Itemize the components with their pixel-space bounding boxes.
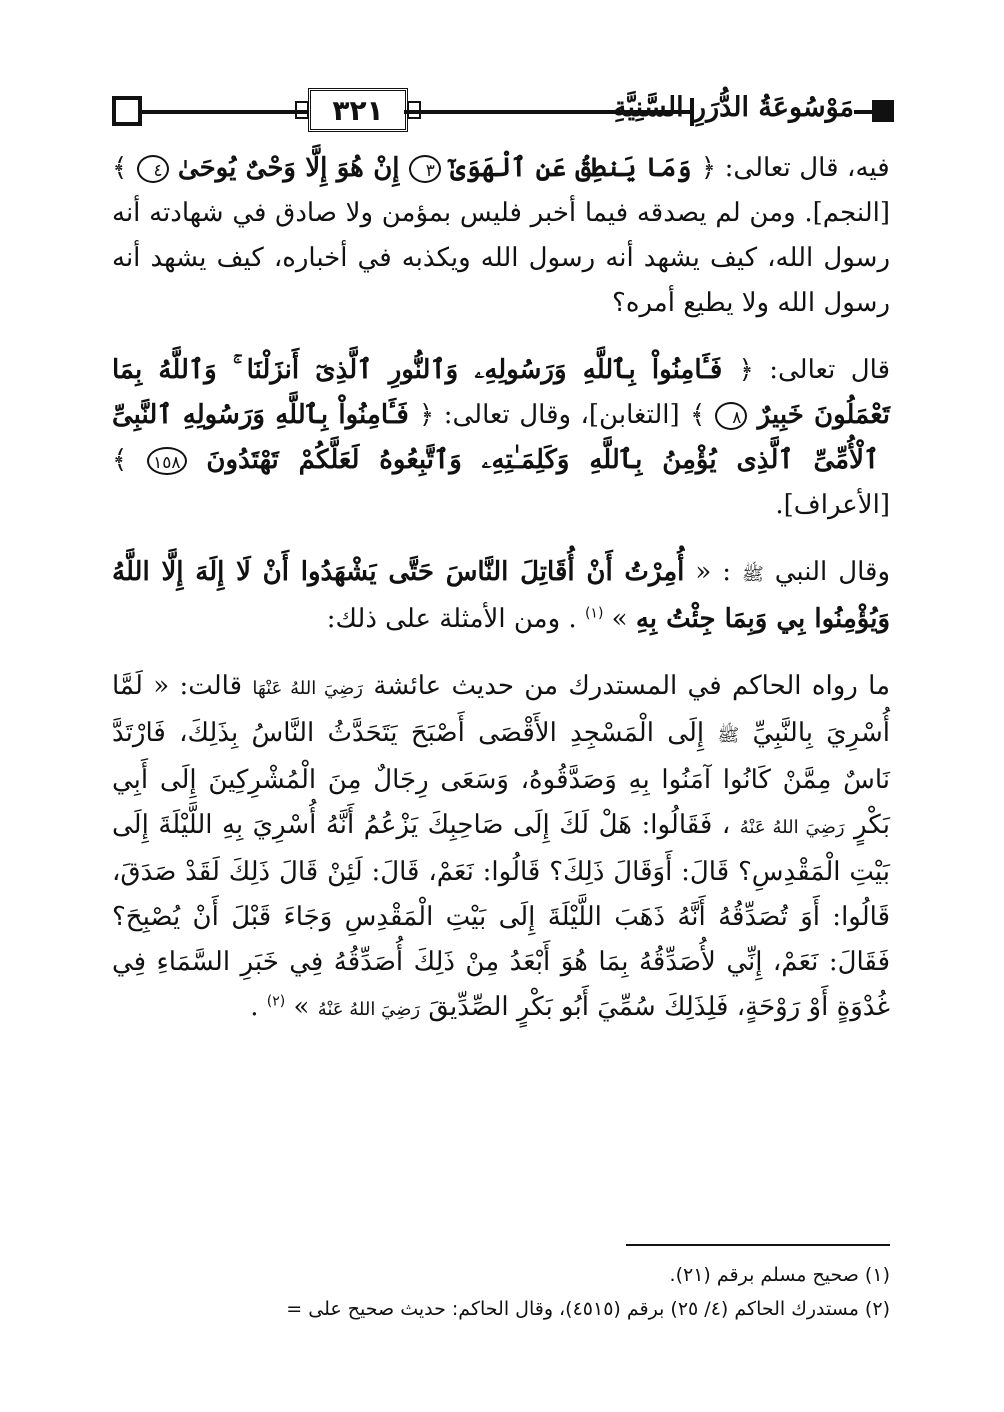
ayah-number-marker: ٨	[715, 402, 747, 430]
header-filled-square-ornament	[872, 100, 894, 122]
verse-text: فَـَٔامِنُواْ بِٱللَّهِ وَرَسُولِهِ ٱلنَّبِىِّ ٱلْأُمِّىِّ ٱلَّذِى يُؤْمِنُ بِٱللَّهِ وَكَلِمَـٰتِهِۦ وَٱتَّبِعُوهُ لَعَلَّكُمْ تَهْتَدُونَ	[112, 400, 880, 475]
p2-intro: قال تعالى:	[753, 355, 890, 385]
quran-close-bracket: ﴾	[112, 153, 128, 183]
verse-text: إِنْ هُوَ إِلَّا وَحْىٌ يُوحَىٰ	[177, 153, 400, 183]
p2-end: [الأعراف].	[775, 490, 890, 520]
verse-text: فَـَٔامِنُواْ بِٱللَّهِ وَرَسُولِهِۦ وَٱلنُّورِ ٱلَّذِىٓ أَنزَلْنَا ۚ وَٱللَّهُ بِمَا تَعْمَلُونَ خَبِيرٌ	[112, 355, 890, 430]
header-rule-left	[142, 110, 312, 114]
p3-close-quote: »	[611, 604, 628, 634]
hadith-isra-part-b: إِلَى الْمَسْجِدِ الأَقْصَى أَصْبَحَ يَتَحَدَّثُ النَّاسُ بِذَلِكَ، فَارْتَدَّ نَاسٌ مِمَّنْ كَانُوا آمَنُوا بِهِ وَصَدَّقُوهُ، وَسَعَى رِجَالٌ مِنَ الْمُشْرِكِينَ إِلَى أَبِي بَكْرٍ	[112, 718, 890, 840]
p3-colon: : «	[695, 557, 732, 587]
book-title: مَوْسُوعَةُ الدُّرَرِ السَّنِيَّةِ	[613, 92, 854, 123]
honorific-abubakr: رَضِيَ اللهُ عَنْهُ	[317, 999, 421, 1020]
p3-intro: وقال النبي	[763, 557, 891, 587]
honorific-prophet: ﷺ	[717, 725, 740, 746]
ayah-number-marker: ٤	[137, 155, 169, 183]
running-header	[112, 86, 890, 138]
honorific-abubakr: رَضِيَ اللهُ عَنْهُ	[739, 817, 845, 838]
ayah-number-marker: ١٥٨	[147, 447, 186, 475]
honorific-aisha: رَضِيَ اللهُ عَنْهَا	[252, 678, 363, 699]
p1-intro: فيه، قال تعالى:	[716, 153, 890, 183]
footnote-ref-1[interactable]: (١)	[584, 605, 604, 622]
p4-intro: ما رواه الحاكم في المستدرك من حديث عائشة	[363, 671, 891, 701]
footnote-separator	[626, 1244, 890, 1246]
quran-open-bracket: ﴿	[700, 153, 717, 183]
quran-open-bracket: ﴿	[738, 355, 754, 385]
hadith-isra-part-a: لَمَّا أُسْرِيَ بِالنَّبِيِّ	[112, 671, 891, 748]
footnote-1: (١) صحيح مسلم برقم (٢١).	[669, 1264, 890, 1286]
p4-said: قالت: «	[153, 671, 243, 701]
footnote-2: (٢) مستدرك الحاكم (٤/ ٢٥) برقم (٤٥١٥)، وقال الحاكم: حديث صحيح على =	[286, 1298, 890, 1320]
hadith-text: أُمِرْتُ أَنْ أُقَاتِلَ النَّاسَ حَتَّى يَشْهَدُوا أَنْ لَا إِلَهَ إِلَّا اللَّهُ وَيُؤْمِنُوا بِي وَبِمَا جِئْتُ بِهِ	[112, 557, 890, 634]
paragraph-2	[112, 348, 890, 528]
verse-text: وَمَا يَنطِقُ عَنِ ٱلْهَوَىٰٓ	[450, 153, 692, 183]
footnote-ref-2[interactable]: (٢)	[266, 993, 286, 1010]
frame-knot-left-ornament	[295, 101, 309, 119]
quran-quote-najm	[112, 153, 716, 183]
p4-close-quote: »	[293, 992, 310, 1022]
page-number: ٣٢١	[332, 93, 384, 127]
p1-rest: [النجم]. ومن لم يصدقه فيما أخبر فليس بمؤمن ولا صادق في شهادته أنه رسول الله، كيف يشهد أنه رسول الله ويكذبه في أخباره، كيف يشهد أنه رسول الله ولا يطيع أمره؟	[112, 198, 890, 318]
page-number-frame	[308, 88, 408, 132]
p2-mid: [التغابن]، وقال تعالى:	[434, 400, 680, 430]
p4-end: .	[250, 992, 259, 1022]
header-open-square-ornament	[112, 96, 142, 126]
quran-close-bracket: ﴾	[689, 400, 706, 430]
paragraph-1	[112, 146, 890, 326]
footnotes	[96, 1258, 890, 1326]
page-body	[112, 146, 890, 1032]
paragraph-3	[112, 550, 890, 642]
ayah-number-marker: ٣	[409, 155, 441, 183]
quran-open-bracket: ﴿	[419, 400, 435, 430]
paragraph-4	[112, 664, 890, 1032]
quran-close-bracket: ﴾	[112, 445, 128, 475]
p3-rest: . ومن الأمثلة على ذلك:	[326, 604, 577, 634]
honorific-prophet: ﷺ	[742, 564, 764, 585]
hadith-isra-part-c: ، فَقَالُوا: هَلْ لَكَ إِلَى صَاحِبِكَ يَزْعُمُ أَنَّهُ أُسْرِيَ بِهِ اللَّيْلَةَ إِلَى بَيْتِ الْمَقْدِسِ؟ قَالَ: أَوَقَالَ ذَلِكَ؟ قَالُوا: نَعَمْ، قَالَ: لَئِنْ قَالَ ذَلِكَ لَقَدْ صَدَقَ، قَالُوا: أَوَ تُصَدِّقُهُ أَنَّهُ ذَهَبَ اللَّيْلَةَ إِلَى بَيْتِ الْمَقْدِسِ وَجَاءَ قَبْلَ أَنْ يُصْبِحَ؟ فَقَالَ: نَعَمْ، إِنِّي لأُصَدِّقُهُ بِمَا هُوَ أَبْعَدُ مِنْ ذَلِكَ أُصَدِّقُهُ فِي خَبَرِ السَّمَاءِ فِي غُدْوَةٍ أَوْ رَوْحَةٍ، فَلِذَلِكَ سُمِّيَ أَبُو بَكْرٍ الصِّدِّيقَ	[112, 810, 890, 1022]
